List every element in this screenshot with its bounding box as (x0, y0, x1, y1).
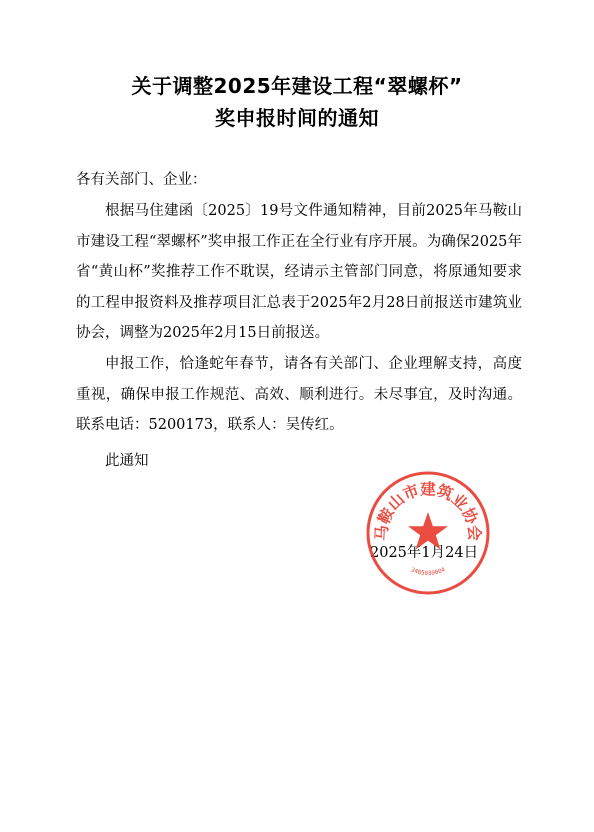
issue-date: 2025年1月24日 (370, 545, 479, 561)
closing-text: 此通知 (105, 453, 149, 469)
svg-text:3405030004 (410, 566, 447, 577)
official-seal (365, 470, 491, 596)
body-paragraph-2: 申报工作，恰逢蛇年春节，请各有关部门、企业理解支持，高度重视，确保申报工作规范、高效、顺利进行。未尽事宜，及时沟通。联系电话：5200173，联系人：吴传红。 (76, 356, 522, 433)
body-paragraph-1: 根据马住建函〔2025〕19号文件通知精神，目前2025年马鞍山市建设工程“翠螺杯”奖申报工作正在全行业有序开展。为确保2025年省“黄山杯”奖推荐工作不耽误，经请示主管部门同意，将原通知要求的工程申报资料及推荐项目汇总表于2025年2月28日前报送市建筑业协会，调整为2025年2月15日前报送。 (76, 203, 522, 341)
seal-text: 马鞍山市建筑业协会 (372, 480, 484, 542)
document-title-line2: 奖申报时间的通知 (215, 106, 379, 130)
salutation: 各有关部门、企业： (76, 172, 207, 188)
star-icon (408, 512, 448, 550)
document-title-line1: 关于调整2025年建设工程“翠螺杯” (131, 74, 463, 98)
seal-number: 3405030004 (409, 566, 447, 578)
